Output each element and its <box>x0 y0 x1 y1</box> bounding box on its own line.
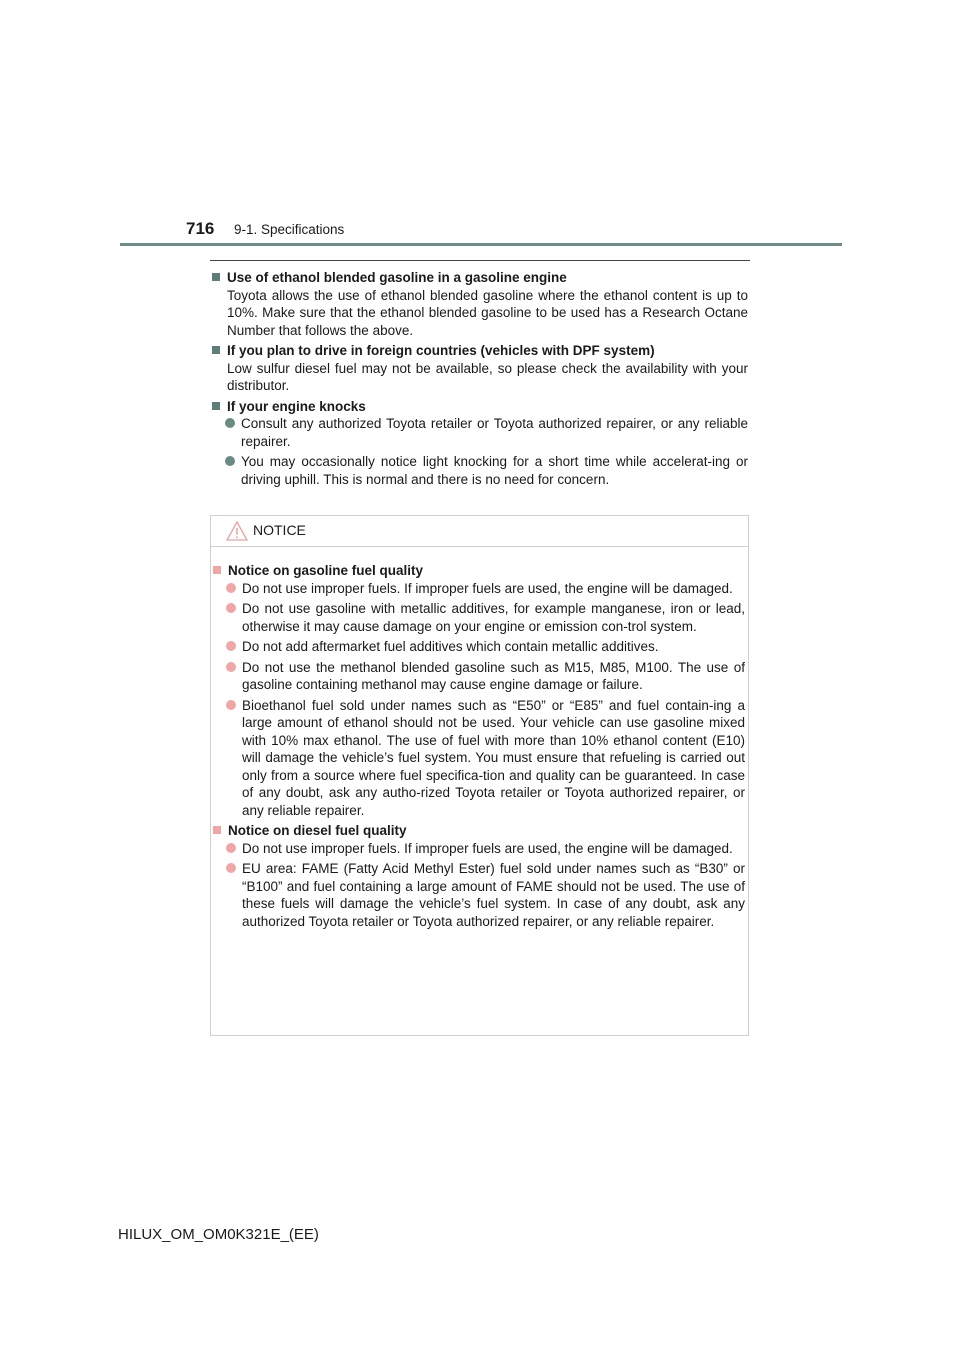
list-item: Do not use gasoline with metallic additives, for example manganese, iron or lead, otherwise it may cause damage on your engine or emission con-trol system. <box>213 600 745 635</box>
list-item: EU area: FAME (Fatty Acid Methyl Ester) fuel sold under names such as “B30” or “B100” and fuel containing a large amount of FAME should not be used. The use of these fuels will damage the vehicle’s fuel system. In case of any doubt, ask any authorized Toyota retailer or Toyota authorized repairer, or any reliable repairer. <box>213 860 745 930</box>
section-title: 9-1. Specifications <box>234 222 345 237</box>
round-bullet-icon <box>225 456 235 466</box>
square-bullet-icon <box>212 346 220 354</box>
round-bullet-icon <box>226 641 236 651</box>
round-bullet-icon <box>226 603 236 613</box>
list-item: Do not add aftermarket fuel additives which contain metallic additives. <box>213 638 745 656</box>
content-divider <box>210 260 750 261</box>
round-bullet-icon <box>225 418 235 428</box>
list-item: Consult any authorized Toyota retailer or Toyota authorized repairer, or any reliable repairer. <box>212 415 748 450</box>
list-item: You may occasionally notice light knocking for a short time while accelerat-ing or driving uphill. This is normal and there is no need for concern. <box>212 453 748 488</box>
notice-header <box>211 516 748 547</box>
list-item: Do not use improper fuels. If improper fuels are used, the engine will be damaged. <box>213 580 745 598</box>
section-heading: Use of ethanol blended gasoline in a gasoline engine <box>212 269 748 287</box>
round-bullet-icon <box>226 843 236 853</box>
square-bullet-icon <box>213 566 221 574</box>
square-bullet-icon <box>213 826 221 834</box>
round-bullet-icon <box>226 662 236 672</box>
section-body: Low sulfur diesel fuel may not be available, so please check the availability with your distributor. <box>227 360 748 393</box>
list-item: Do not use improper fuels. If improper fuels are used, the engine will be damaged. <box>213 840 745 858</box>
section-heading: If you plan to drive in foreign countries (vehicles with DPF system) <box>212 342 748 360</box>
round-bullet-icon <box>226 583 236 593</box>
header-divider <box>120 243 842 246</box>
section-body: Toyota allows the use of ethanol blended gasoline where the ethanol content is up to 10%. Make sure that the ethanol blended gasoline to be used has a Research Octane Number that follows the above. <box>227 287 748 338</box>
list-item: Do not use the methanol blended gasoline such as M15, M85, M100. The use of gasoline containing methanol may cause engine damage or failure. <box>213 659 745 694</box>
warning-icon <box>226 521 248 541</box>
notice-content <box>213 560 745 933</box>
notice-heading: Notice on diesel fuel quality <box>213 822 745 840</box>
notice-heading: Notice on gasoline fuel quality <box>213 562 745 580</box>
notice-box <box>210 515 749 1036</box>
square-bullet-icon <box>212 402 220 410</box>
page-number: 716 <box>186 219 215 238</box>
section-heading: If your engine knocks <box>212 398 748 416</box>
list-item: Bioethanol fuel sold under names such as “E50” or “E85” and fuel contain-ing a large amount of ethanol should not be used. Your vehicle can use gasoline mixed with 10% max ethanol. The use of fuel with more than 10% ethanol content (E10) will damage the vehicle’s fuel system. You must ensure that refueling is carried out only from a source where fuel specifica-tion and quality can be guaranteed. In case of any doubt, ask any autho-rized Toyota retailer or Toyota authorized repairer, or any reliable repairer. <box>213 697 745 820</box>
round-bullet-icon <box>226 700 236 710</box>
notice-title: NOTICE <box>253 522 306 538</box>
main-content <box>212 267 748 491</box>
document-code: HILUX_OM_OM0K321E_(EE) <box>118 1226 319 1243</box>
square-bullet-icon <box>212 273 220 281</box>
round-bullet-icon <box>226 863 236 873</box>
